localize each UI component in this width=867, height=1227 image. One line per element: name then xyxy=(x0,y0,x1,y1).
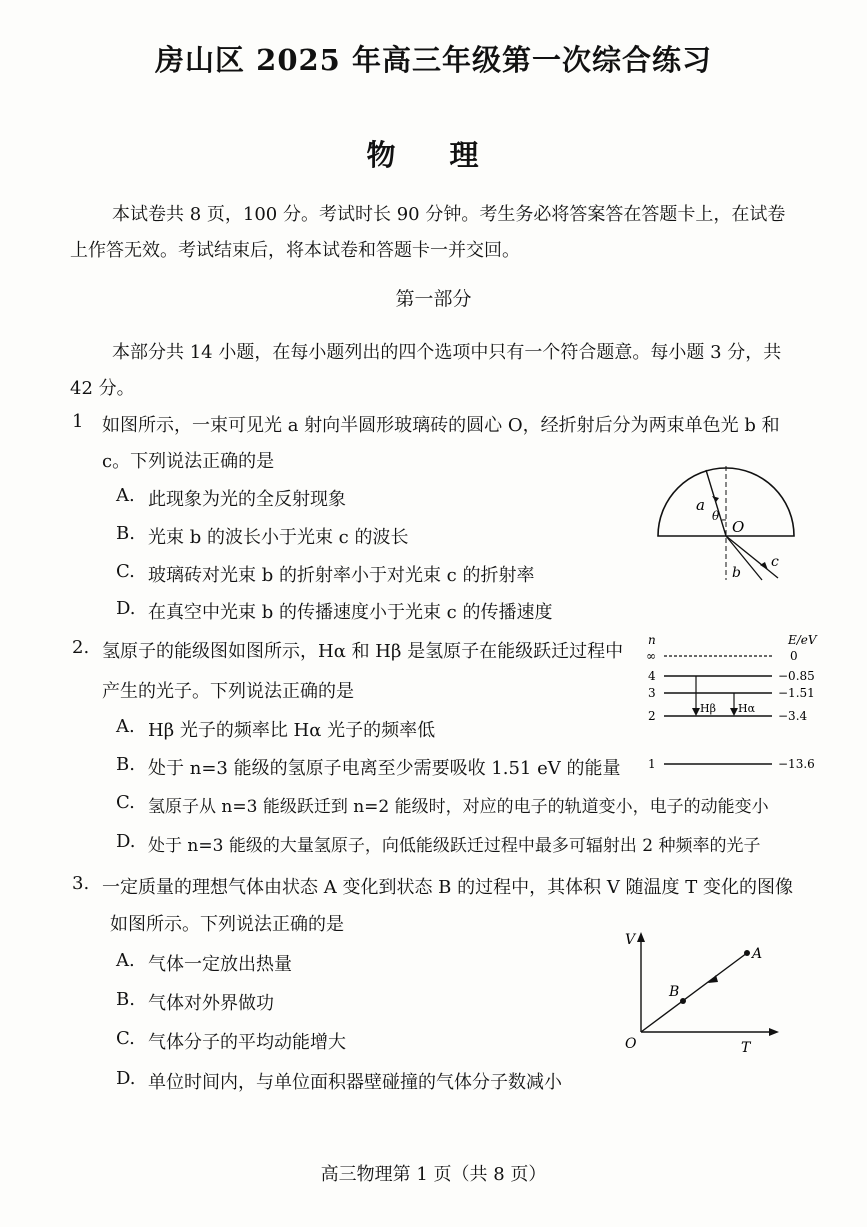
q3-vt-graph xyxy=(615,928,790,1060)
level-e-4: −0.85 xyxy=(778,669,815,683)
q2-stem-line-2: 产生的光子。下列说法正确的是 xyxy=(102,681,354,702)
q3-option-a-text: 气体一定放出热量 xyxy=(148,954,292,975)
v-axis-arrowhead xyxy=(637,932,645,942)
q2-option-d-text: 处于 n=3 能级的大量氢原子，向低能级跃迁过程中最多可辐射出 2 种频率的光子 xyxy=(148,836,761,856)
intro-line-1: 本试卷共 8 页，100 分。考试时长 90 分钟。考生务必将答案答在答题卡上，在试卷 xyxy=(112,204,786,225)
q1-option-a-text: 此现象为光的全反射现象 xyxy=(148,489,346,510)
t-axis-arrowhead xyxy=(769,1028,779,1036)
origin-label: O xyxy=(625,1036,637,1052)
label-a: a xyxy=(696,496,705,514)
level-e-1: −13.6 xyxy=(778,757,815,771)
level-n-1: 1 xyxy=(648,757,656,771)
q3-number: 3. xyxy=(72,873,90,894)
v-axis-label: V xyxy=(625,932,636,948)
label-b: b xyxy=(732,565,741,581)
q2-option-d-label: D. xyxy=(116,831,136,852)
level-n-2: 2 xyxy=(648,709,656,723)
q1-option-c-label: C. xyxy=(116,561,135,582)
h-beta-label: Hβ xyxy=(700,702,716,715)
q1-option-a-label: A. xyxy=(116,485,135,506)
h-beta-arrowhead xyxy=(692,708,700,716)
level-e-inf: 0 xyxy=(790,649,798,663)
q1-refraction-figure xyxy=(650,462,800,584)
point-b-marker xyxy=(680,998,686,1004)
level-n-3: 3 xyxy=(648,686,656,700)
q1-stem-line-2: c。下列说法正确的是 xyxy=(102,451,275,472)
q3-option-c-text: 气体分子的平均动能增大 xyxy=(148,1032,346,1053)
q1-number: 1 xyxy=(72,411,84,432)
q3-option-d-label: D. xyxy=(116,1068,136,1089)
point-b-label: B xyxy=(669,984,680,1000)
q2-energy-level-figure xyxy=(640,630,825,780)
level-n-4: 4 xyxy=(648,669,656,683)
q3-option-b-label: B. xyxy=(116,989,135,1010)
q1-stem-line-1: 如图所示，一束可见光 a 射向半圆形玻璃砖的圆心 O，经折射后分为两束单色光 b 和 xyxy=(102,415,780,436)
q2-option-a-label: A. xyxy=(116,716,135,737)
h-alpha-label: Hα xyxy=(738,702,756,715)
section-desc-1: 本部分共 14 小题，在每小题列出的四个选项中只有一个符合题意。每小题 3 分，共 xyxy=(112,342,782,363)
level-n-inf: ∞ xyxy=(646,649,656,663)
label-O: O xyxy=(732,518,745,536)
q3-stem-line-1: 一定质量的理想气体由状态 A 变化到状态 B 的过程中，其体积 V 随温度 T 变化的图像 xyxy=(102,877,794,898)
q2-option-a-text: Hβ 光子的频率比 Hα 光子的频率低 xyxy=(148,720,436,741)
q3-option-a-label: A. xyxy=(116,950,135,971)
page-footer: 高三物理第 1 页（共 8 页） xyxy=(320,1164,547,1185)
q1-option-b-label: B. xyxy=(116,523,135,544)
incident-arrow xyxy=(712,496,719,502)
n-header: n xyxy=(648,633,656,647)
label-c: c xyxy=(771,554,779,570)
level-e-3: −1.51 xyxy=(778,686,815,700)
q1-option-b-text: 光束 b 的波长小于光束 c 的波长 xyxy=(148,527,409,548)
q3-option-b-text: 气体对外界做功 xyxy=(148,993,274,1014)
q2-option-c-label: C. xyxy=(116,792,135,813)
section-desc-2: 42 分。 xyxy=(70,378,135,399)
q2-option-b-text: 处于 n=3 能级的氢原子电离至少需要吸收 1.51 eV 的能量 xyxy=(148,758,621,779)
intro-line-2: 上作答无效。考试结束后，将本试卷和答题卡一并交回。 xyxy=(70,240,520,261)
q2-option-c-text: 氢原子从 n=3 能级跃迁到 n=2 能级时，对应的电子的轨道变小，电子的动能变小 xyxy=(148,797,769,817)
t-axis-label: T xyxy=(741,1040,751,1056)
q1-option-d-label: D. xyxy=(116,598,136,619)
q3-option-c-label: C. xyxy=(116,1028,135,1049)
h-alpha-arrowhead xyxy=(730,708,738,716)
e-header: E/eV xyxy=(788,633,817,647)
point-a-marker xyxy=(744,950,750,956)
q3-stem-line-2: 如图所示。下列说法正确的是 xyxy=(110,914,344,935)
subject-title: 物 理 xyxy=(366,138,501,172)
q2-number: 2. xyxy=(72,637,90,658)
exam-title: 房山区 2025 年高三年级第一次综合练习 xyxy=(155,43,712,77)
point-a-label: A xyxy=(752,946,763,962)
label-theta: θ xyxy=(712,509,720,523)
q3-option-d-text: 单位时间内，与单位面积器壁碰撞的气体分子数减小 xyxy=(148,1072,562,1093)
ray-c-arrow xyxy=(760,562,768,570)
q2-stem-line-1: 氢原子的能级图如图所示，Hα 和 Hβ 是氢原子在能级跃迁过程中 xyxy=(102,641,624,662)
section-title: 第一部分 xyxy=(395,288,472,310)
q1-option-d-text: 在真空中光束 b 的传播速度小于光束 c 的传播速度 xyxy=(148,602,553,623)
q2-option-b-label: B. xyxy=(116,754,135,775)
process-line xyxy=(641,953,747,1032)
level-e-2: −3.4 xyxy=(778,709,808,723)
incident-ray-a xyxy=(706,470,726,536)
q1-option-c-text: 玻璃砖对光束 b 的折射率小于对光束 c 的折射率 xyxy=(148,565,535,586)
